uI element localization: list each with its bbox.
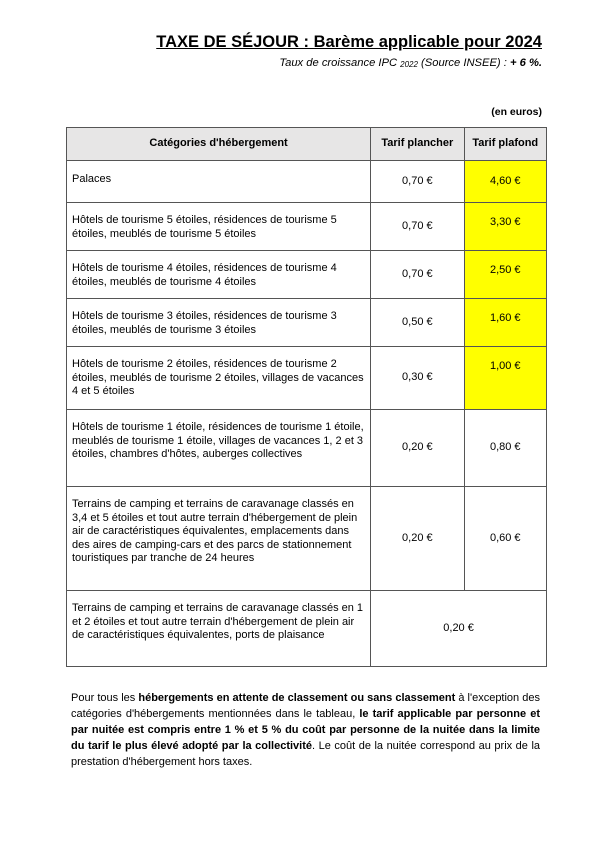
page-title: TAXE DE SÉJOUR : Barème applicable pour 2024: [156, 33, 542, 51]
table-row: [67, 251, 547, 299]
table-row: [67, 591, 547, 667]
row-category: Hôtels de tourisme 4 étoiles, résidences de tourisme 4 étoiles, meublés de tourisme 4 étoiles: [67, 251, 371, 299]
table-row: [67, 161, 547, 203]
table-row: [67, 487, 547, 591]
subtitle-rate: + 6 %.: [509, 57, 542, 69]
row-category: Hôtels de tourisme 1 étoile, résidences de tourisme 1 étoile, meublés de tourisme 1 étoile, villages de vacances 1, 2 et 3 étoiles, chambres d'hôtes, auberges collectives: [67, 410, 371, 487]
row-ceiling: 1,00 €: [464, 347, 546, 410]
row-ceiling: 3,30 €: [464, 203, 546, 251]
row-category: Hôtels de tourisme 3 étoiles, résidences de tourisme 3 étoiles, meublés de tourisme 3 étoiles: [67, 299, 371, 347]
footnote-text: Pour tous les: [71, 692, 139, 704]
row-floor: 0,70 €: [371, 251, 464, 299]
row-floor: 0,70 €: [371, 161, 464, 203]
table-header-row: [67, 128, 547, 161]
footnote-bold: le tarif applicable par personne et par nuitée est compris entre 1 % et 5 % du coût par personne de la nuitée dans la limite du tarif le plus élevé adopté par la collectivité: [71, 708, 540, 752]
row-category: Terrains de camping et terrains de caravanage classés en 1 et 2 étoiles et tout autre terrain d'hébergement de plein air de caractéristiques équivalentes, ports de plaisance: [67, 591, 371, 667]
table-row: [67, 203, 547, 251]
row-category: Terrains de camping et terrains de caravanage classés en 3,4 et 5 étoiles et tout autre terrain d'hébergement de plein air de caractéristiques équivalentes, emplacements dans des aires de camping-cars et des parcs de stationnement touristiques par tranche de 24 heures: [67, 487, 371, 591]
footnote-text: . Le coût de la nuitée correspond au prix de la prestation d'hébergement hors taxes.: [71, 740, 540, 768]
tariff-table: [66, 127, 547, 667]
unit-note: (en euros): [491, 106, 542, 118]
header-category: Catégories d'hébergement: [67, 128, 371, 161]
row-ceiling: 1,60 €: [464, 299, 546, 347]
header-ceiling: Tarif plafond: [464, 128, 546, 161]
row-ceiling: 2,50 €: [464, 251, 546, 299]
row-ceiling: 0,80 €: [464, 410, 546, 487]
page-subtitle: [279, 57, 542, 69]
footnote-bold: hébergements en attente de classement ou sans classement: [138, 692, 456, 704]
row-category: Hôtels de tourisme 5 étoiles, résidences de tourisme 5 étoiles, meublés de tourisme 5 étoiles: [67, 203, 371, 251]
row-category: Palaces: [67, 161, 371, 203]
row-ceiling: 0,60 €: [464, 487, 546, 591]
row-floor: 0,20 €: [371, 487, 464, 591]
row-floor: 0,50 €: [371, 299, 464, 347]
row-single-rate: 0,20 €: [371, 591, 547, 667]
footnote-text: à l'exception des catégories d'hébergements mentionnées dans le tableau,: [71, 692, 540, 720]
header-floor: Tarif plancher: [371, 128, 464, 161]
subtitle-source: (Source INSEE) :: [417, 57, 510, 69]
table-row: [67, 410, 547, 487]
row-category: Hôtels de tourisme 2 étoiles, résidences de tourisme 2 étoiles, meublés de tourisme 2 étoiles, villages de vacances 4 et 5 étoiles: [67, 347, 371, 410]
footnote: [71, 690, 540, 770]
row-floor: 0,20 €: [371, 410, 464, 487]
table-row: [67, 299, 547, 347]
subtitle-year: 2022: [400, 60, 418, 69]
row-floor: 0,30 €: [371, 347, 464, 410]
table-row: [67, 347, 547, 410]
row-ceiling: 4,60 €: [464, 161, 546, 203]
subtitle-prefix: Taux de croissance IPC: [279, 57, 401, 69]
row-floor: 0,70 €: [371, 203, 464, 251]
